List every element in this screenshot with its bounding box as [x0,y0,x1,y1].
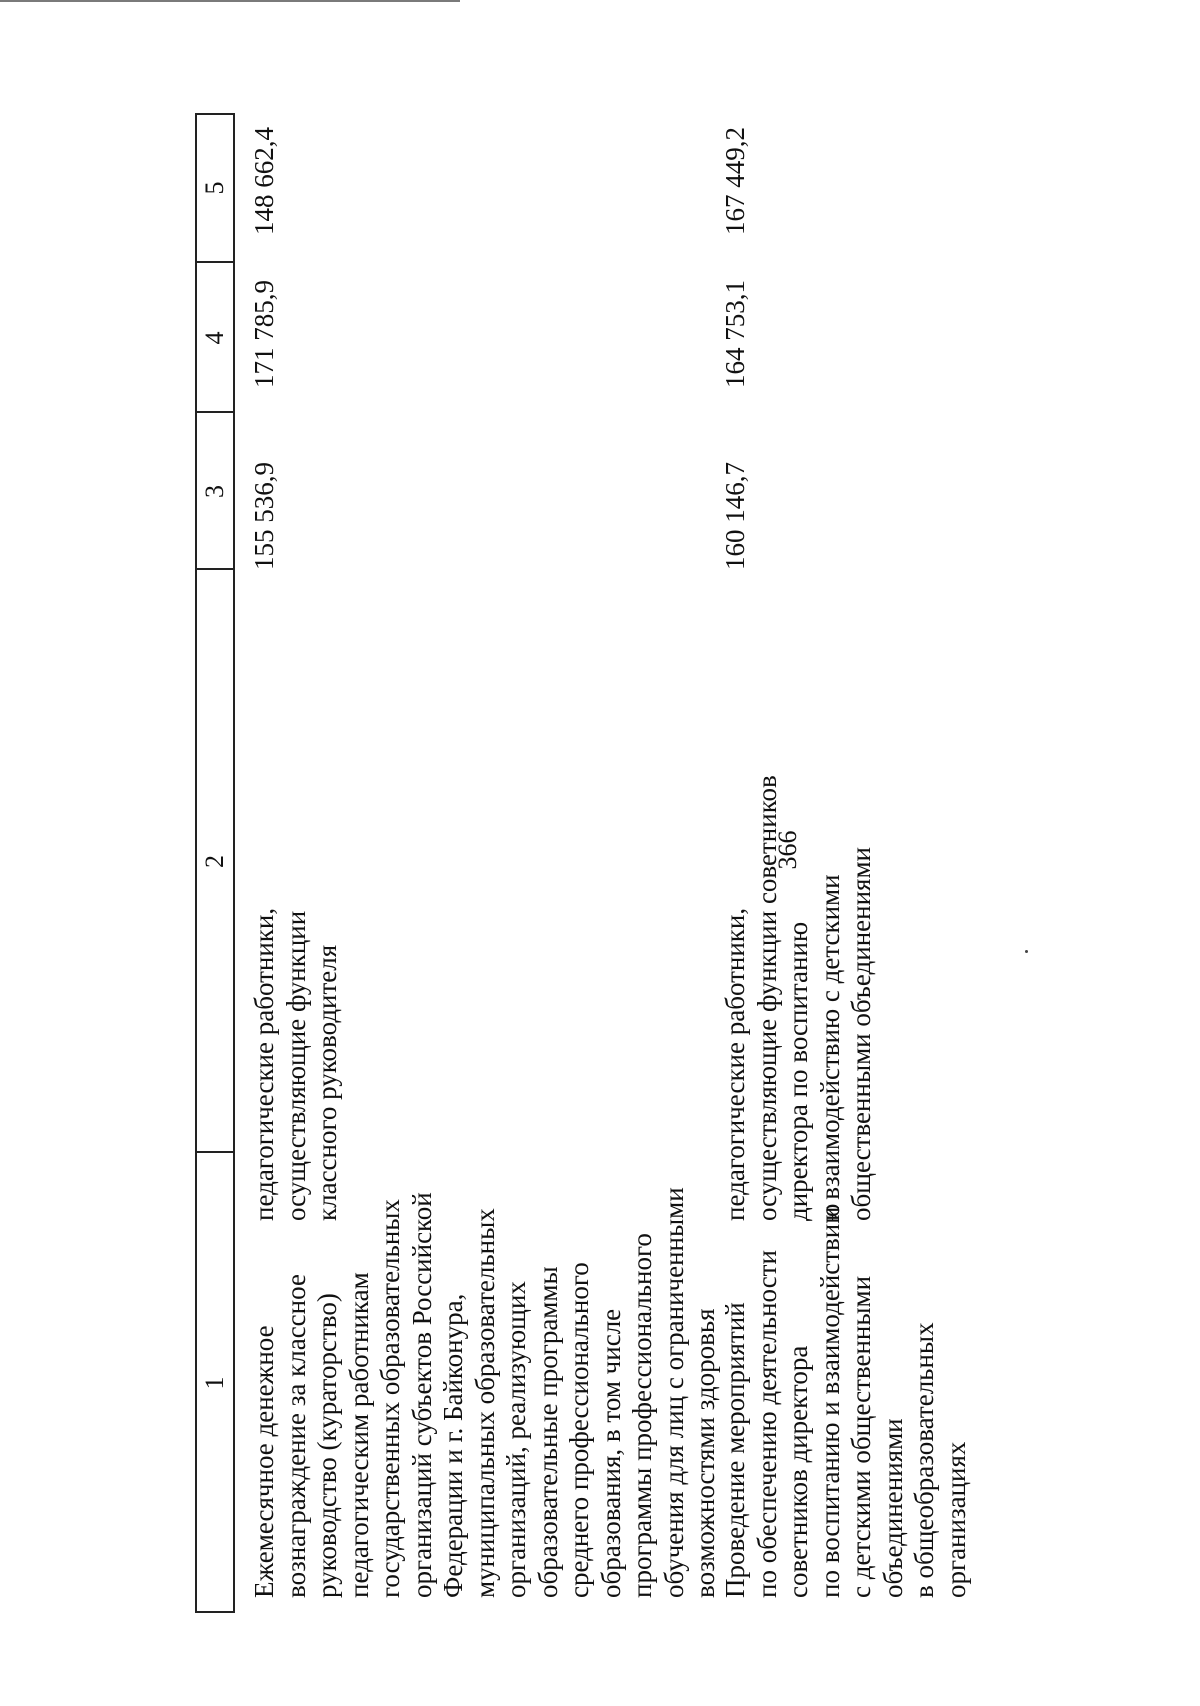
column-header-4: 4 [200,331,229,345]
row2-value-col4: 164 753,1 [720,280,750,388]
column-header-2: 2 [200,855,229,868]
row1-value-col4: 171 785,9 [249,280,279,388]
row2-description: Проведение мероприятий по обеспечению деятельности советников директора по воспитанию и взаимодействию с детскими общественными объединениями в общеобразовательных организациях [720,1203,971,1598]
row1-value-col5: 148 662,4 [249,127,279,235]
budget-table [195,113,995,1613]
column-header-5: 5 [200,181,229,195]
row2-recipients: педагогические работники, осуществляющие функции советников директора по воспитанию и взаимодействию с детскими общественными объединениями [720,775,876,1221]
row2-value-col5: 167 449,2 [720,127,750,235]
column-header-1: 1 [200,1376,229,1390]
row1-recipients: педагогические работники, осуществляющие функции классного руководителя [249,907,342,1221]
row1-value-col3: 155 536,9 [249,462,279,570]
page-number: 366 [773,830,802,870]
column-header-3: 3 [200,485,229,498]
scan-speck [1025,950,1028,953]
row2-value-col3: 160 146,7 [720,462,750,570]
row1-description: Ежемесячное денежное вознаграждение за классное руководство (кураторство) педагогическим работникам государственных образовательных организаций субъектов Российской Федерации и г. Байконура, муниципальных образовательных организаций, реализующих образовательные программы среднего профессионального образования, в том числе программы профессионального обучения для лиц с ограниченными возможностями здоровья [249,1187,720,1598]
